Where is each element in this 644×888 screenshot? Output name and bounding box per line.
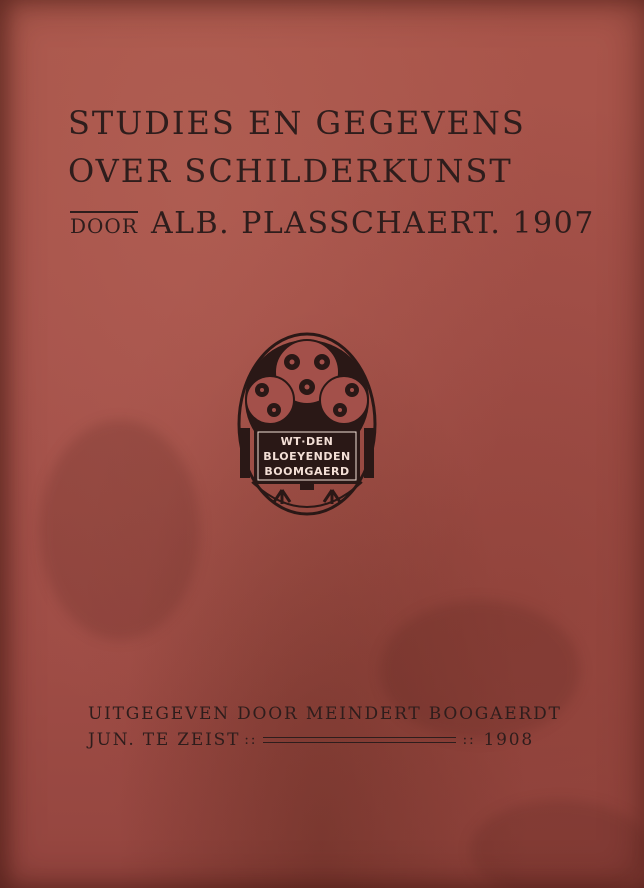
publisher-line-2: [88, 730, 534, 750]
emblem-text-3: BOOMGAERD: [264, 465, 350, 478]
author-name: ALB. PLASSCHAERT. 1907: [150, 206, 595, 241]
emblem-text-1: WT·DEN: [280, 435, 334, 448]
publisher-line-1: UITGEGEVEN DOOR MEINDERT BOOGAERDT: [88, 704, 562, 724]
printer-emblem: [232, 332, 382, 522]
author-line: [70, 206, 595, 241]
publisher-year: 1908: [483, 730, 534, 750]
author-prefix: DOOR: [70, 211, 138, 238]
emblem-text-2: BLOEYENDEN: [263, 450, 351, 463]
title-line-1: STUDIES EN GEGEVENS: [68, 104, 526, 142]
wear-spot: [40, 420, 200, 640]
publisher-dots-left: ::: [244, 732, 258, 748]
publisher-place: JUN. TE ZEIST: [88, 730, 241, 750]
title-line-2: OVER SCHILDERKUNST: [68, 152, 513, 190]
publisher-rule: [263, 737, 456, 743]
wear-spot: [470, 800, 644, 888]
publisher-dots-right: ::: [462, 732, 476, 748]
